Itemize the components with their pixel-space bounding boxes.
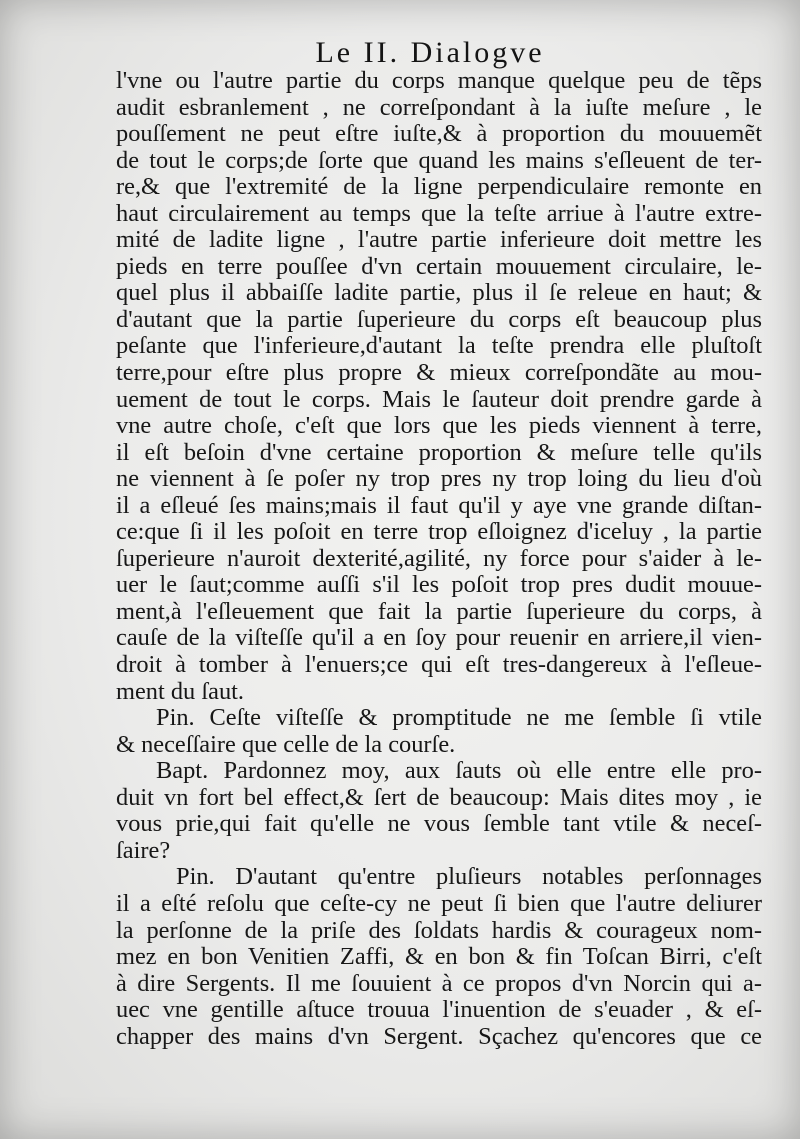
text-line: ſuperieure n'auroit dexterité,agilité, ny force pour s'aider à le- [116, 545, 762, 572]
text-line: vous prie,qui fait qu'elle ne vous ſemble tant vtile & neceſ- [116, 811, 762, 838]
text-line: & neceſſaire que celle de la courſe. [116, 731, 456, 758]
text-line: il a eſleué ſes mains;mais il faut qu'il y aye vne grande diſtan- [116, 492, 762, 519]
text-line: à dire Sergents. Il me ſouuient à ce propos d'vn Norcin qui a- [116, 970, 762, 997]
text-line: uement de tout le corps. Mais le ſauteur doit prendre garde à [116, 386, 762, 413]
text-line: la perſonne de la priſe des ſoldats hardis & courageux nom- [116, 917, 762, 944]
text-line: uec vne gentille aſtuce trouua l'inuention de s'euader , & eſ- [116, 997, 762, 1024]
text-line: ne viennent à ſe poſer ny trop pres ny trop loing du lieu d'où [116, 466, 762, 493]
text-line: ment du ſaut. [116, 678, 245, 705]
text-line: mez en bon Venitien Zaffi, & en bon & fin Toſcan Birri, c'eſt [116, 944, 762, 971]
text-line: re,& que l'extremité de la ligne perpendiculaire remonte en [116, 174, 762, 201]
text-line: droit à tomber à l'enuers;ce qui eſt tres-dangereux à l'eſleue- [116, 652, 762, 679]
text-line: il eſt beſoin d'vne certaine proportion & meſure telle qu'ils [116, 439, 762, 466]
text-line: chapper des mains d'vn Sergent. Sçachez qu'encores que ce [116, 1023, 762, 1050]
text-line: cauſe de la viſteſſe qu'il a en ſoy pour reuenir en arriere,il vien- [116, 625, 762, 652]
text-line: peſante que l'inferieure,d'autant la teſte prendra elle pluſtoſt [116, 333, 762, 360]
speaker-line: Bapt. Pardonnez moy, aux ſauts où elle entre elle pro- [156, 758, 762, 785]
body-text [116, 68, 762, 1050]
speaker-line: Pin. Ceſte viſteſſe & promptitude ne me ſemble ſi vtile [156, 705, 762, 732]
text-line: duit vn fort bel effect,& ſert de beaucoup: Mais dites moy , ie [116, 784, 762, 811]
text-line: pouſſement ne peut eſtre iuſte,& à proportion du mouuemẽt [116, 121, 762, 148]
text-line: ſaire? [116, 837, 171, 864]
speaker-line: Pin. D'autant qu'entre pluſieurs notables perſonnages [176, 864, 762, 891]
text-line: il a eſté reſolu que ceſte-cy ne peut ſi bien que l'autre deliurer [116, 890, 762, 917]
text-line: l'vne ou l'autre partie du corps manque quelque peu de tẽps [116, 68, 762, 94]
text-line: uer le ſaut;comme auſſi s'il les poſoit trop pres dudit mouue- [116, 572, 762, 599]
text-line: ment,à l'eſleuement que fait la partie ſuperieure du corps, à [116, 598, 762, 625]
text-line: haut circulairement au temps que la teſte arriue à l'autre extre- [116, 200, 762, 227]
running-header: Le II. Dialogve [315, 36, 545, 69]
text-line: quel plus il abbaiſſe ladite partie, plus il ſe releue en haut; & [116, 280, 762, 307]
text-line: de tout le corps;de ſorte que quand les mains s'eſleuent de ter- [116, 147, 762, 174]
text-line: audit esbranlement , ne correſpondant à la iuſte meſure , le [116, 94, 762, 121]
text-line: ce:que ſi il les poſoit en terre trop eſloignez d'iceluy , la partie [116, 519, 762, 546]
text-line: vne autre choſe, c'eſt que lors que les pieds viennent à terre, [116, 413, 762, 440]
text-line: terre,pour eſtre plus propre & mieux correſpondãte au mou- [116, 360, 762, 387]
text-line: pieds en terre pouſſee d'vn certain mouuement circulaire, le- [116, 253, 762, 280]
text-line: d'autant que la partie ſuperieure du corps eſt beaucoup plus [116, 306, 762, 333]
text-line: mité de ladite ligne , l'autre partie inferieure doit mettre les [116, 227, 762, 254]
